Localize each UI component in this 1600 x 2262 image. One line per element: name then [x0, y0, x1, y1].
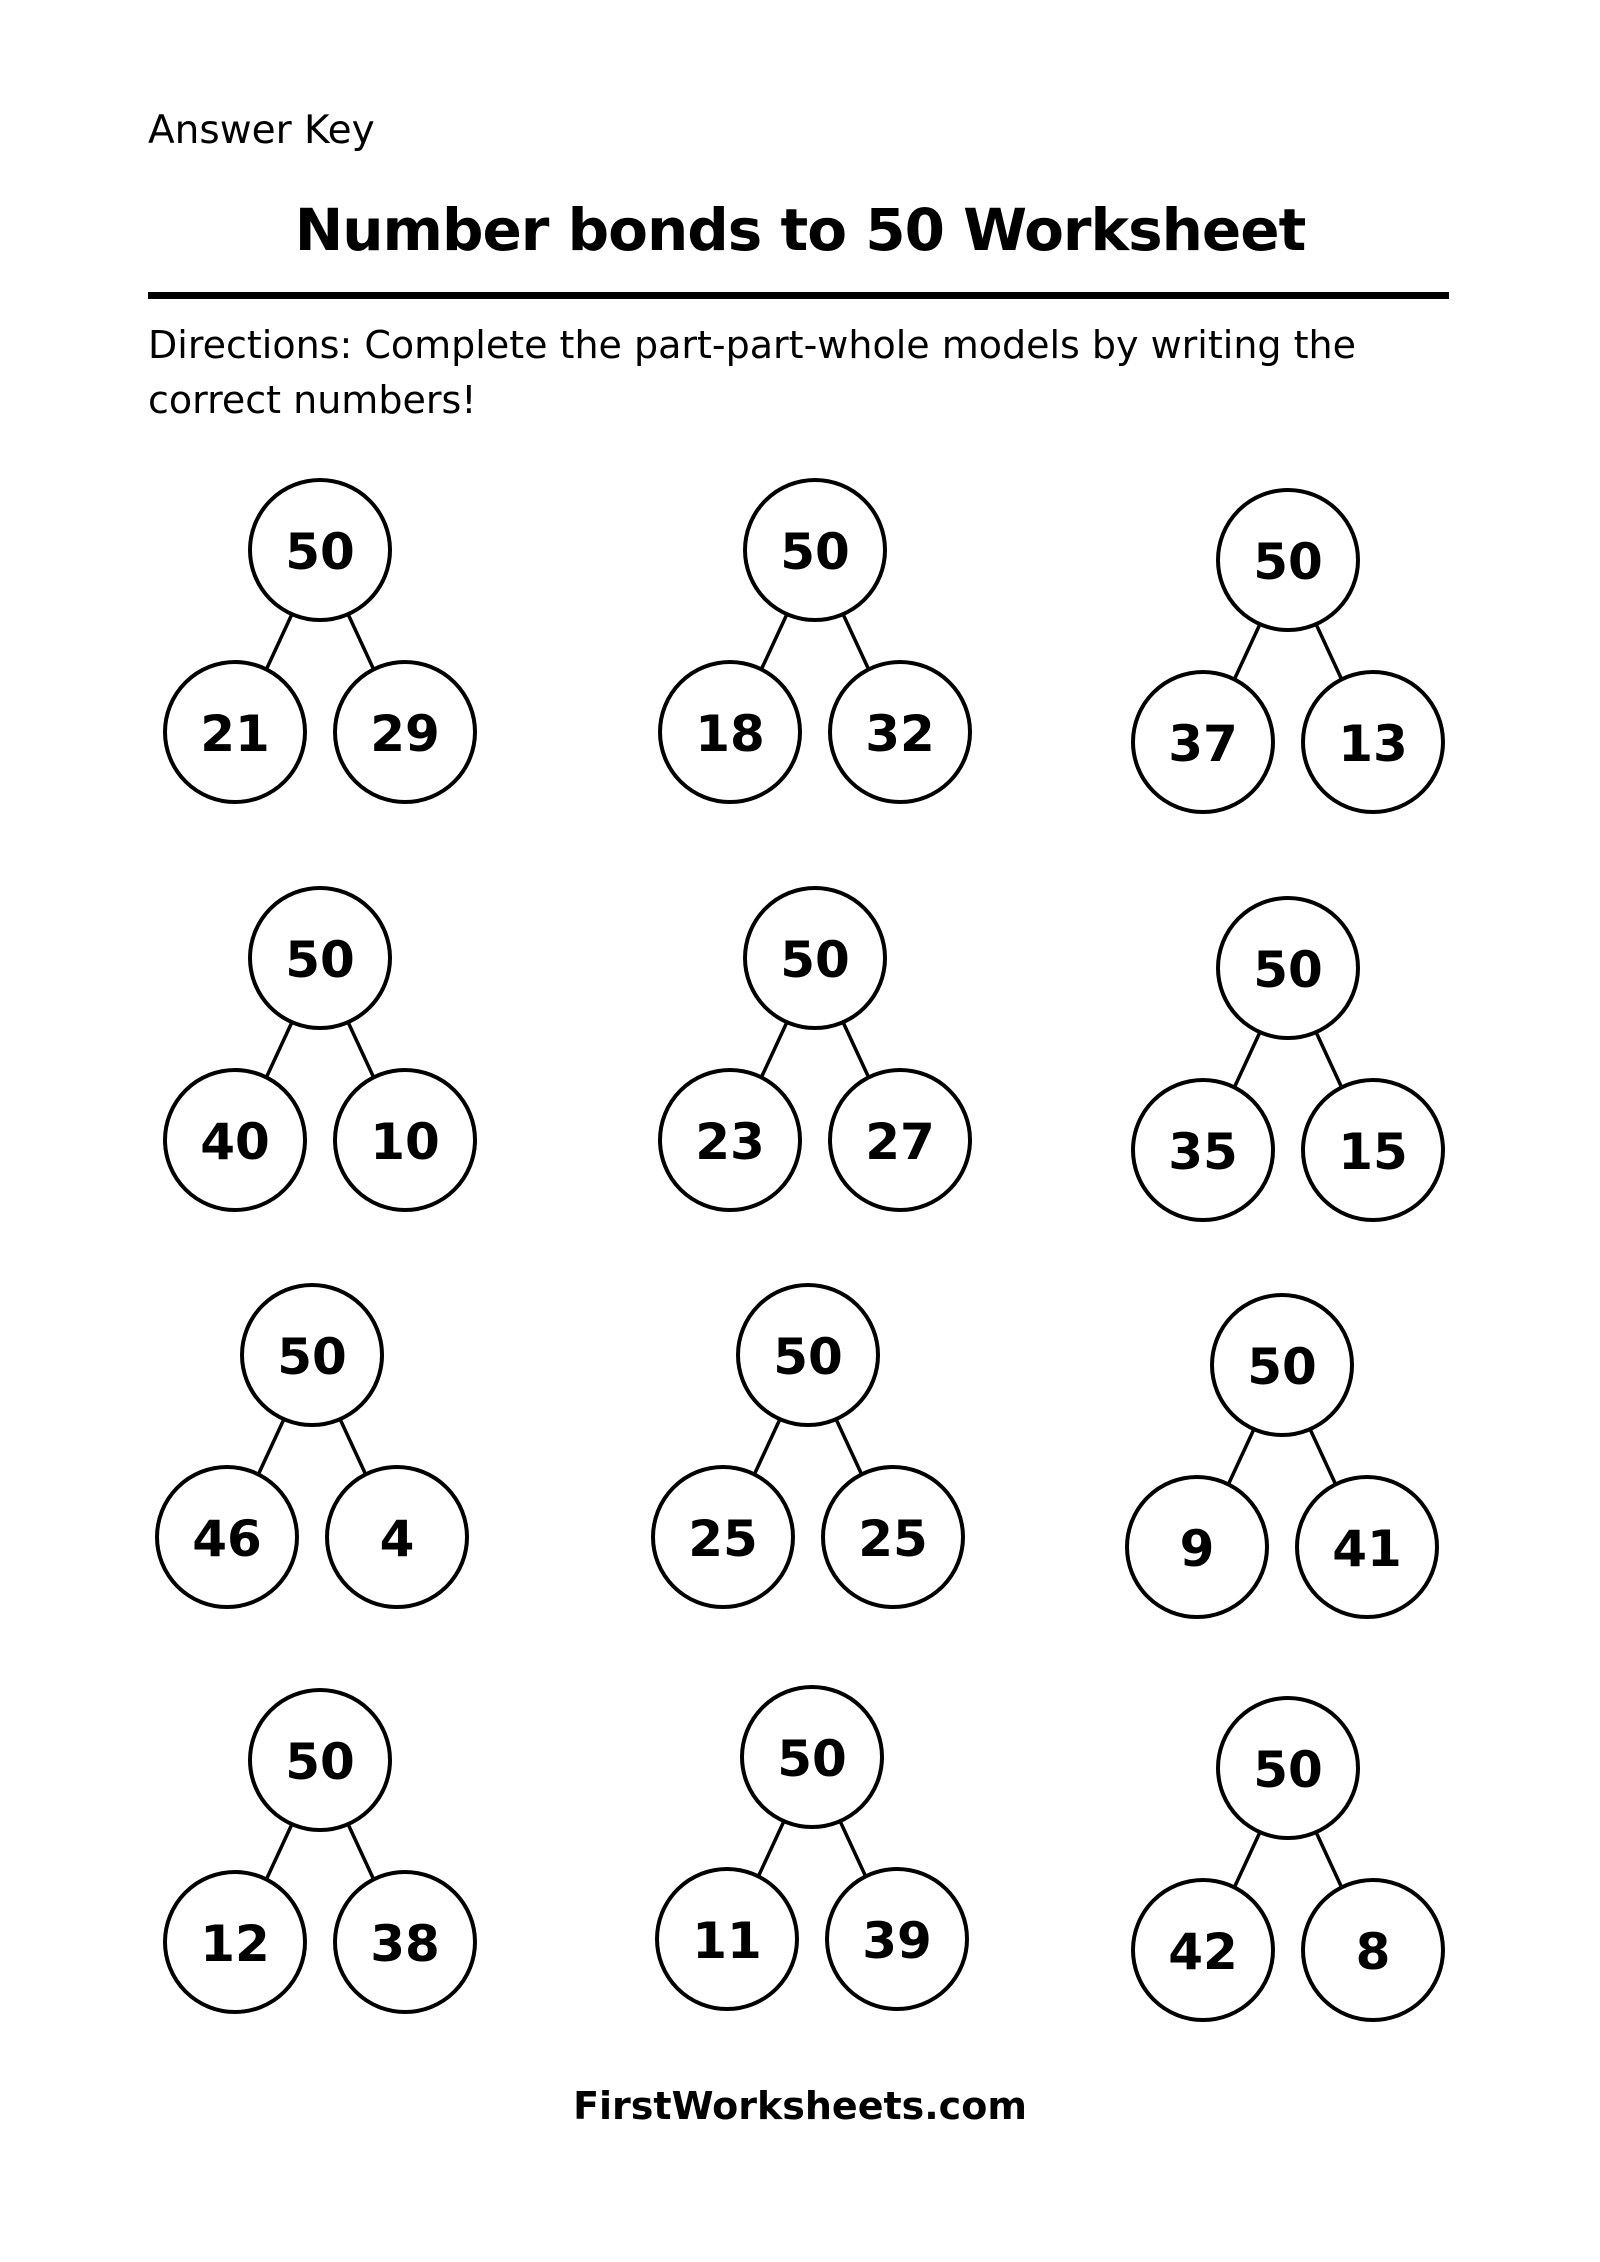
connector-line-left: [1235, 1832, 1260, 1886]
number-bond-3: [1133, 490, 1443, 812]
whole-value: 50: [780, 523, 850, 581]
part-right-value: 10: [370, 1113, 440, 1171]
connector-line-right: [1310, 1429, 1335, 1483]
connector-line-left: [755, 1419, 780, 1473]
answer-key-label: Answer Key: [148, 108, 375, 153]
part-left-value: 25: [688, 1510, 758, 1568]
whole-value: 50: [1253, 533, 1323, 591]
part-left-value: 23: [695, 1113, 765, 1171]
part-right-value: 27: [865, 1113, 935, 1171]
whole-value: 50: [1247, 1338, 1317, 1396]
part-left-value: 18: [695, 705, 765, 763]
number-bond-7: [157, 1285, 467, 1607]
part-right-value: 38: [370, 1915, 440, 1973]
connector-line-right: [843, 1022, 868, 1076]
connector-line-left: [259, 1419, 284, 1473]
connector-line-right: [843, 614, 868, 668]
part-right-value: 4: [379, 1510, 415, 1568]
directions-text: Directions: Complete the part-part-whole models by writing the correct numbers!: [148, 323, 1356, 422]
part-left-value: 46: [192, 1510, 262, 1568]
number-bond-8: [653, 1285, 963, 1607]
connector-line-left: [762, 1022, 787, 1076]
part-right-value: 8: [1355, 1923, 1391, 1981]
part-left-value: 12: [200, 1915, 270, 1973]
connector-line-left: [267, 1022, 292, 1076]
whole-value: 50: [780, 931, 850, 989]
part-right-value: 39: [862, 1912, 932, 1970]
part-left-value: 21: [200, 705, 270, 763]
whole-value: 50: [285, 523, 355, 581]
whole-value: 50: [777, 1730, 847, 1788]
whole-value: 50: [773, 1328, 843, 1386]
page-title: Number bonds to 50 Worksheet: [294, 196, 1306, 264]
connector-line-right: [1316, 624, 1341, 678]
connector-line-right: [1316, 1832, 1341, 1886]
connector-line-right: [340, 1419, 365, 1473]
whole-value: 50: [285, 931, 355, 989]
part-right-value: 15: [1338, 1123, 1408, 1181]
part-left-value: 9: [1179, 1520, 1215, 1578]
part-right-value: 13: [1338, 715, 1408, 773]
whole-value: 50: [285, 1733, 355, 1791]
connector-line-left: [267, 1824, 292, 1878]
connector-line-left: [1235, 1032, 1260, 1086]
part-left-value: 42: [1168, 1923, 1238, 1981]
footer-site-name: FirstWorksheets.com: [573, 2084, 1027, 2128]
part-right-value: 32: [865, 705, 935, 763]
number-bond-9: [1127, 1295, 1437, 1617]
whole-value: 50: [1253, 1741, 1323, 1799]
number-bond-11: [657, 1687, 967, 2009]
connector-line-right: [1316, 1032, 1341, 1086]
whole-value: 50: [277, 1328, 347, 1386]
number-bond-6: [1133, 898, 1443, 1220]
connector-line-right: [348, 1824, 373, 1878]
number-bond-10: [165, 1690, 475, 2012]
connector-line-right: [348, 614, 373, 668]
part-left-value: 11: [692, 1912, 762, 1970]
number-bond-2: [660, 480, 970, 802]
number-bond-1: [165, 480, 475, 802]
part-left-value: 35: [1168, 1123, 1238, 1181]
connector-line-right: [836, 1419, 861, 1473]
number-bond-5: [660, 888, 970, 1210]
number-bond-4: [165, 888, 475, 1210]
connector-line-left: [759, 1821, 784, 1875]
connector-line-left: [1229, 1429, 1254, 1483]
part-right-value: 25: [858, 1510, 928, 1568]
connector-line-left: [1235, 624, 1260, 678]
connector-line-right: [348, 1022, 373, 1076]
part-left-value: 40: [200, 1113, 270, 1171]
number-bond-12: [1133, 1698, 1443, 2020]
connector-line-left: [762, 614, 787, 668]
part-right-value: 29: [370, 705, 440, 763]
whole-value: 50: [1253, 941, 1323, 999]
connector-line-right: [840, 1821, 865, 1875]
part-left-value: 37: [1168, 715, 1238, 773]
part-right-value: 41: [1332, 1520, 1402, 1578]
connector-line-left: [267, 614, 292, 668]
